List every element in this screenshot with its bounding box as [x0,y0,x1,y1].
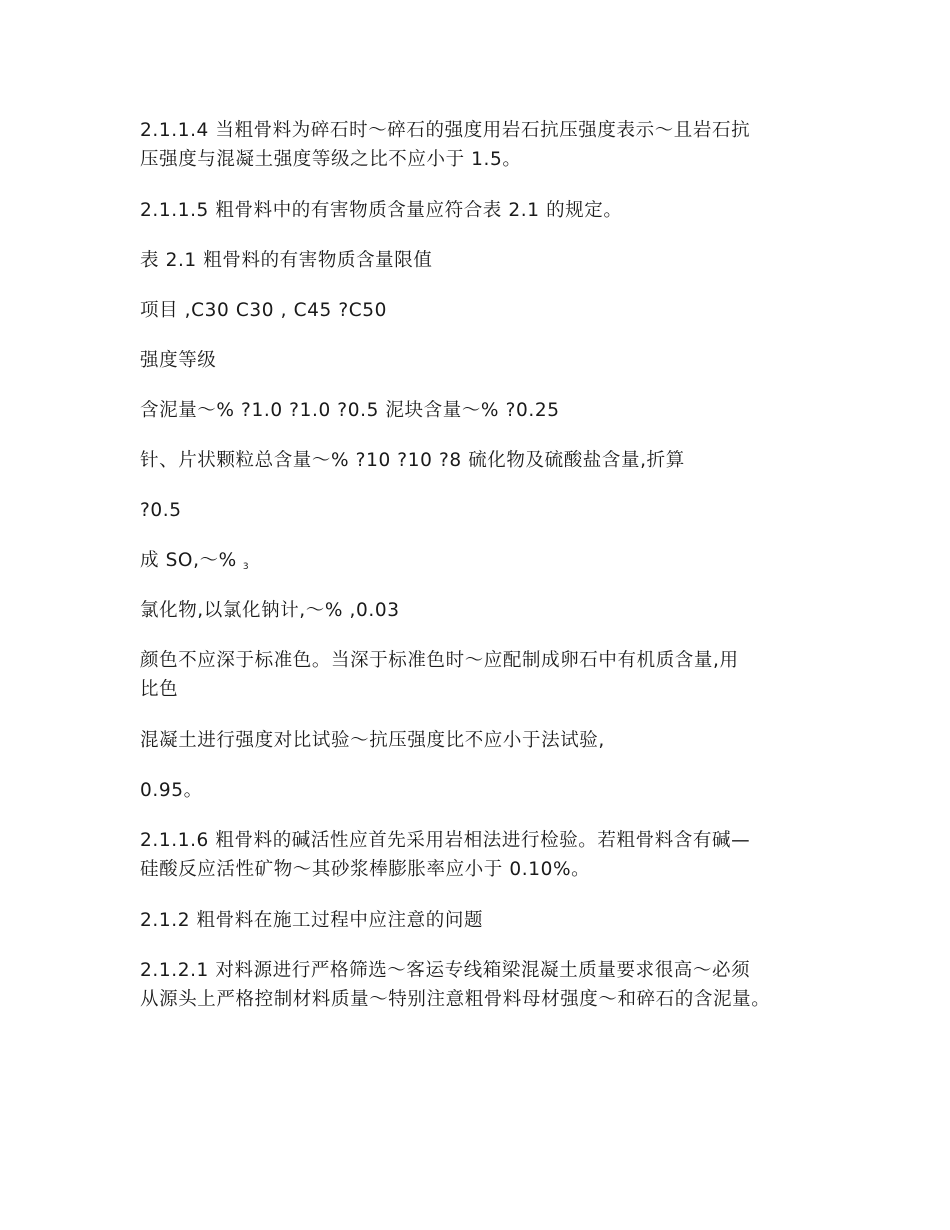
text-line: 混凝土进行强度对比试验～抗压强度比不应小于法试验, [140,730,605,751]
text-line: 表 2.1 粗骨料的有害物质含量限值 [140,250,433,271]
text-line: 从源头上严格控制材料质量～特别注意粗骨料母材强度～和碎石的含泥量。 [140,989,771,1010]
text-line: 2.1.2.1 对料源进行严格筛选～客运专线箱梁混凝土质量要求很高～必须 [140,960,751,981]
table-header-row [140,296,830,325]
table-row-ratio-value [140,776,830,805]
table-row-flaky-particles [140,446,830,475]
section-heading-2-1-2 [140,906,830,935]
table-row-mud-content [140,396,830,425]
subscript-text: 3 [242,562,249,572]
text-line: ?0.5 [140,500,182,521]
text-line: 2.1.1.5 粗骨料中的有害物质含量应符合表 2.1 的规定。 [140,200,623,221]
text-line: 硅酸反应活性矿物～其砂浆棒膨胀率应小于 0.10%。 [140,859,591,880]
text-line: 2.1.1.4 当粗骨料为碎石时～碎石的强度用岩石抗压强度表示～且岩石抗 [140,120,751,141]
text-line: 比色 [140,679,179,700]
text-line: 2.1.2 粗骨料在施工过程中应注意的问题 [140,910,484,931]
text-line: 强度等级 [140,350,217,371]
paragraph-2-1-1-4 [140,116,830,174]
text-line: 氯化物,以氯化钠计,～% ,0.03 [140,600,400,621]
text-line: 2.1.1.6 粗骨料的碱活性应首先采用岩相法进行检验。若粗骨料含有碱— [140,830,751,851]
text-line: 含泥量～% ?1.0 ?1.0 ?0.5 泥块含量～% ?0.25 [140,400,560,421]
table-row-so3 [140,546,830,582]
table-header-strength-grade [140,346,830,375]
table-row-organic-matter [140,646,830,704]
text-line: 成 SO,～% [140,550,237,571]
paragraph-2-1-1-5 [140,196,830,225]
text-line: 压强度与混凝土强度等级之比不应小于 1.5。 [140,149,522,170]
paragraph-2-1-1-6 [140,826,830,884]
table-row-sulfide-value [140,496,830,525]
text-line: 0.95。 [140,780,203,801]
paragraph-2-1-2-1 [140,956,830,1014]
text-line: 针、片状颗粒总含量～% ?10 ?10 ?8 硫化物及硫酸盐含量,折算 [140,450,685,471]
table-caption [140,246,830,275]
table-row-strength-test [140,726,830,755]
text-line: 项目 ,C30 C30 , C45 ?C50 [140,300,388,321]
table-row-chloride [140,596,830,625]
text-line: 颜色不应深于标准色。当深于标准色时～应配制成卵石中有机质含量,用 [140,650,739,671]
